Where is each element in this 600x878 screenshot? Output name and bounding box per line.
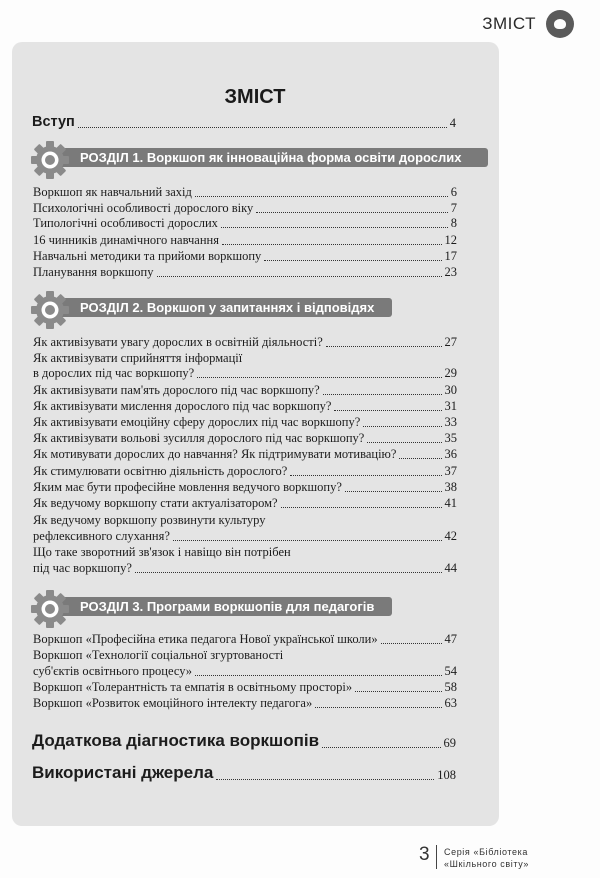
leader-dots (281, 507, 442, 508)
leader-dots (216, 779, 434, 780)
toc-entry-page: 54 (444, 664, 457, 678)
toc-entry-label: Як активізувати пам'ять дорослого під час воркшопу? (33, 383, 320, 397)
toc-entry-label-line1[interactable]: Як активізувати сприйняття інформації (33, 351, 243, 365)
leader-dots (363, 426, 441, 427)
toc-entry-label: Воркшоп як навчальний захід (33, 185, 192, 199)
toc-entry[interactable] (33, 335, 457, 350)
leader-dots (323, 394, 442, 395)
toc-entry-label: Психологічні особливості дорослого віку (33, 201, 254, 215)
toc-entry-label: Як ведучому воркшопу стати актуалізатором? (33, 496, 278, 510)
toc-entry-label-line1[interactable]: Воркшоп «Технології соціальної згуртованості (33, 648, 284, 662)
toc-entry-page: 47 (444, 632, 457, 646)
leader-dots (221, 227, 448, 228)
toc-entry[interactable] (33, 696, 457, 711)
footer-divider (436, 845, 437, 869)
toc-entry-page: 36 (444, 447, 457, 461)
toc-entry-label: Як активізувати вольові зусилля дорослого під час воркшопу? (33, 431, 365, 445)
leader-dots (222, 244, 442, 245)
toc-entry-page: 23 (444, 265, 457, 279)
series-label (444, 846, 529, 870)
section-title: РОЗДІЛ 3. Програми воркшопів для педагогів (80, 599, 375, 614)
leader-dots (326, 346, 442, 347)
toc-entry-label: Воркшоп «Професійна етика педагога Нової української школи» (33, 632, 378, 646)
leader-dots (78, 127, 447, 128)
series-line-1: Серія «Бібліотека (444, 847, 528, 857)
toc-entry-label: Додаткова діагностика воркшопів (32, 731, 320, 750)
toc-entry-page: 4 (449, 116, 456, 130)
section-banner-1[interactable] (30, 140, 488, 174)
toc-entry-label: Планування воркшопу (33, 265, 154, 279)
gear-icon (30, 589, 70, 629)
toc-entry-label: Як активізувати емоційну сферу дорослих під час воркшопу? (33, 415, 361, 429)
toc-entry[interactable] (33, 265, 457, 280)
leader-dots (264, 260, 441, 261)
gear-icon (30, 140, 70, 180)
toc-entry-page: 37 (444, 464, 457, 478)
toc-entry-page: 7 (450, 201, 457, 215)
toc-entry[interactable] (33, 216, 457, 231)
toc-entry-page: 12 (444, 233, 457, 247)
toc-entry[interactable] (33, 383, 457, 398)
leader-dots (334, 410, 441, 411)
toc-entry-page: 41 (444, 496, 457, 510)
toc-entry[interactable] (33, 664, 457, 679)
toc-entry[interactable] (33, 399, 457, 414)
toc-entry-label: в дорослих під час воркшопу? (33, 366, 195, 380)
leader-dots (381, 643, 442, 644)
toc-entry[interactable] (33, 496, 457, 511)
section-banner-3[interactable] (30, 589, 392, 623)
toc-entry[interactable] (33, 632, 457, 647)
toc-entry-sources[interactable] (32, 763, 456, 783)
toc-entry-page: 8 (450, 216, 457, 230)
toc-entry-page: 30 (444, 383, 457, 397)
toc-entry-page: 6 (450, 185, 457, 199)
toc-entry[interactable] (33, 366, 457, 381)
toc-entry-label: Використані джерела (32, 763, 214, 782)
toc-entry-label: Вступ (32, 114, 75, 130)
header-title: ЗМІСТ (482, 14, 536, 33)
toc-entry-page: 35 (444, 431, 457, 445)
toc-entry[interactable] (33, 431, 457, 446)
toc-entry-label-line1[interactable]: Як ведучому воркшопу розвинути культуру (33, 513, 266, 527)
leader-dots (135, 572, 442, 573)
toc-entry[interactable] (33, 480, 457, 495)
toc-entry-label: Типологічні особливості дорослих (33, 216, 218, 230)
toc-entry-page: 29 (444, 366, 457, 380)
toc-entry[interactable] (33, 529, 457, 544)
toc-entry-label: Як стимулювати освітню діяльність дорослого? (33, 464, 288, 478)
page-title: ЗМІСТ (224, 86, 286, 108)
toc-entry-intro[interactable] (32, 113, 456, 131)
toc-entry-page: 33 (444, 415, 457, 429)
toc-entry-label-line1[interactable]: Що таке зворотний зв'язок і навіщо він потрібен (33, 545, 291, 559)
toc-entry-label: 16 чинників динамічного навчання (33, 233, 219, 247)
toc-entry-page: 108 (437, 768, 456, 782)
leader-dots (345, 491, 442, 492)
toc-entry-label: Навчальні методики та прийоми воркшопу (33, 249, 262, 263)
section-title: РОЗДІЛ 1. Воркшоп як інноваційна форма освіти дорослих (80, 150, 462, 165)
toc-entry[interactable] (33, 201, 457, 216)
toc-entry-label: Як мотивувати дорослих до навчання? Як підтримувати мотивацію? (33, 447, 397, 461)
leader-dots (322, 747, 440, 748)
toc-entry-page: 58 (444, 680, 457, 694)
toc-entry-diagnostics[interactable] (32, 731, 456, 751)
toc-entry-label: Воркшоп «Толерантність та емпатія в освітньому просторі» (33, 680, 353, 694)
toc-entry-label: під час воркшопу? (33, 561, 132, 575)
page-number: 3 (419, 844, 430, 865)
toc-entry-label: рефлексивного слухання? (33, 529, 170, 543)
toc-entry-label: Як активізувати увагу дорослих в освітній діяльності? (33, 335, 323, 349)
leader-dots (173, 540, 442, 541)
leader-dots (195, 675, 441, 676)
toc-entry[interactable] (33, 561, 457, 576)
toc-entry-page: 44 (444, 561, 457, 575)
toc-entry[interactable] (33, 464, 457, 479)
leader-dots (315, 707, 441, 708)
toc-entry-page: 42 (444, 529, 457, 543)
leader-dots (256, 212, 447, 213)
series-line-2: «Шкільного світу» (444, 859, 530, 869)
apple-logo-icon (546, 10, 574, 38)
toc-entry-label: Яким має бути професійне мовлення ведучого воркшопу? (33, 480, 342, 494)
toc-entry-label: Воркшоп «Розвиток емоційного інтелекту педагога» (33, 696, 313, 710)
toc-entry[interactable] (33, 447, 457, 462)
toc-entry[interactable] (33, 249, 457, 264)
leader-dots (355, 691, 441, 692)
toc-entry-page: 63 (444, 696, 457, 710)
section-title: РОЗДІЛ 2. Воркшоп у запитаннях і відповідях (80, 300, 375, 315)
leader-dots (290, 475, 441, 476)
toc-entry-page: 38 (444, 480, 457, 494)
toc-entry[interactable] (33, 185, 457, 200)
toc-entry[interactable] (33, 233, 457, 248)
toc-entry-page: 17 (444, 249, 457, 263)
toc-entry-page: 27 (444, 335, 457, 349)
toc-entry[interactable] (33, 680, 457, 695)
toc-entry-label: суб'єктів освітнього процесу» (33, 664, 193, 678)
section-banner-2[interactable] (30, 290, 392, 324)
toc-entry-label: Як активізувати мислення дорослого під час воркшопу? (33, 399, 332, 413)
toc-entry-page: 31 (444, 399, 457, 413)
leader-dots (399, 458, 441, 459)
leader-dots (197, 377, 441, 378)
leader-dots (367, 442, 441, 443)
leader-dots (195, 196, 448, 197)
toc-entry-page: 69 (443, 736, 456, 750)
leader-dots (157, 276, 442, 277)
gear-icon (30, 290, 70, 330)
toc-entry[interactable] (33, 415, 457, 430)
